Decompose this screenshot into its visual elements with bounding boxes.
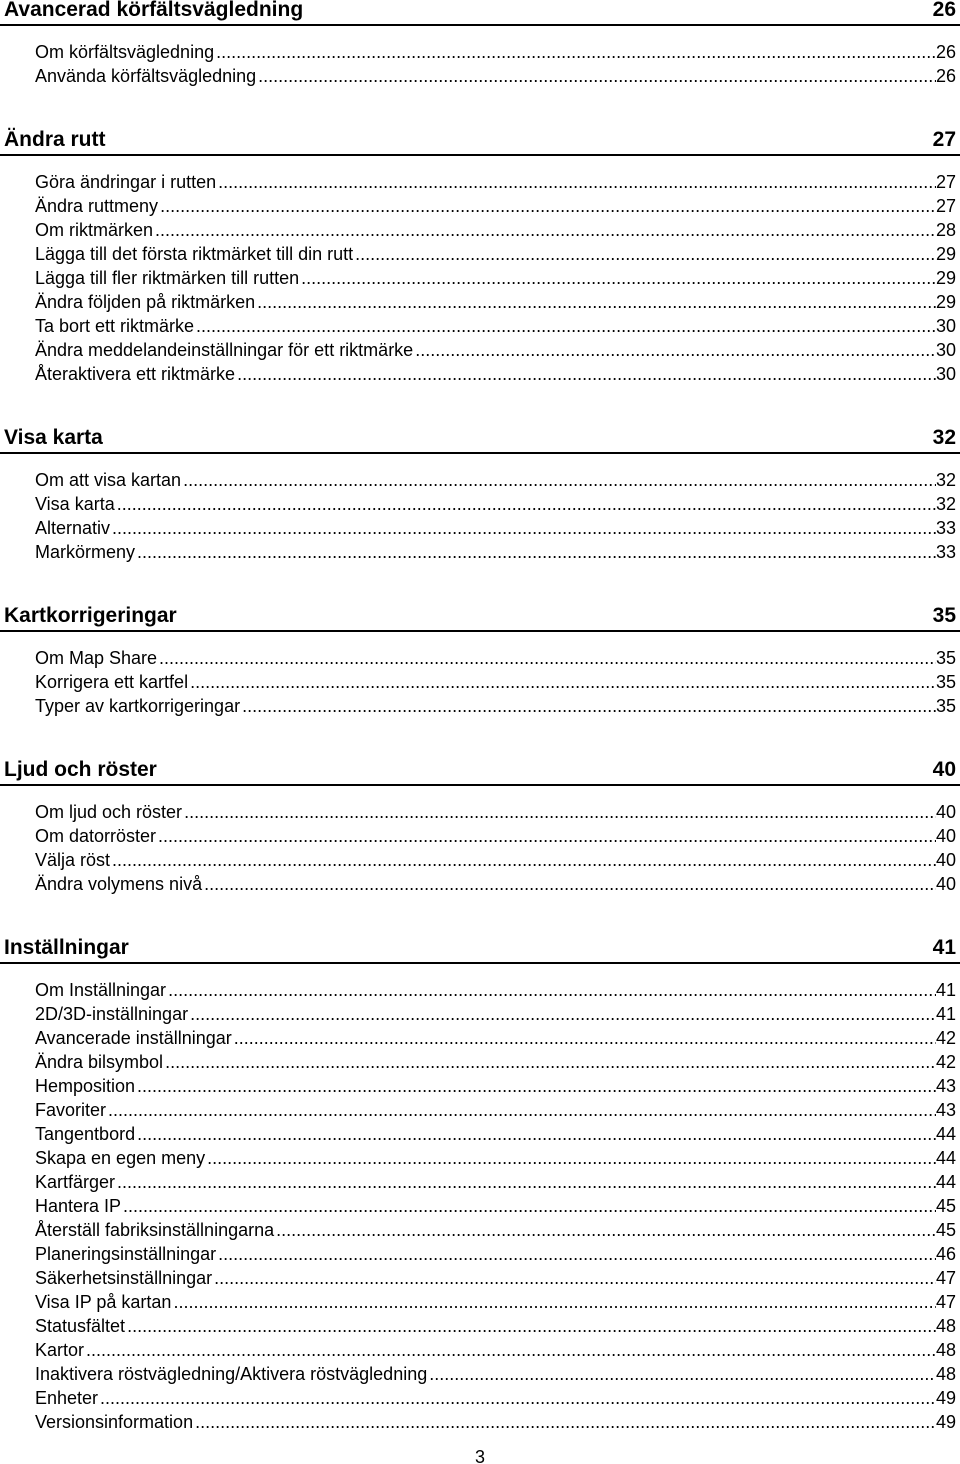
toc-entry[interactable]	[35, 290, 956, 314]
entry-page-number: 43	[935, 1100, 956, 1120]
dot-leader	[240, 694, 936, 718]
entry-page-number: 42	[935, 1028, 956, 1048]
entry-page-number: 45	[935, 1196, 956, 1216]
toc-entry[interactable]	[35, 1314, 956, 1338]
dot-leader	[216, 1242, 936, 1266]
toc-entry[interactable]	[35, 170, 956, 194]
heading-page-number: 35	[932, 604, 956, 627]
dot-leader	[110, 848, 936, 872]
dot-leader	[202, 872, 936, 896]
entry-title: Om Map Share	[35, 648, 158, 668]
dot-leader	[153, 218, 936, 242]
entry-page-number: 35	[935, 672, 956, 692]
toc-section	[0, 0, 960, 88]
dot-leader	[115, 492, 936, 516]
toc-entry[interactable]	[35, 540, 956, 564]
toc-entry[interactable]	[35, 1098, 956, 1122]
entry-page-number: 48	[935, 1364, 956, 1384]
toc-entry[interactable]	[35, 1362, 956, 1386]
toc-entries	[0, 632, 960, 718]
dot-leader	[194, 314, 936, 338]
entry-title: Kartor	[35, 1340, 85, 1360]
toc-entry[interactable]	[35, 338, 956, 362]
toc-entries	[0, 786, 960, 896]
toc-entry[interactable]	[35, 1266, 956, 1290]
entry-title: Ändra meddelandeinställningar för ett riktmärke	[35, 340, 414, 360]
toc-entries	[0, 26, 960, 88]
entry-title: Korrigera ett kartfel	[35, 672, 189, 692]
entry-title: Ändra volymens nivå	[35, 874, 203, 894]
toc-entry[interactable]	[35, 194, 956, 218]
entry-page-number: 33	[935, 542, 956, 562]
entry-page-number: 46	[935, 1244, 956, 1264]
dot-leader	[115, 1170, 936, 1194]
toc-entry[interactable]	[35, 362, 956, 386]
heading-page-number: 40	[932, 758, 956, 781]
toc-entries	[0, 964, 960, 1434]
toc-entry[interactable]	[35, 492, 956, 516]
toc-entry[interactable]	[35, 978, 956, 1002]
heading-title: Ändra rutt	[4, 128, 106, 151]
entry-page-number: 49	[935, 1412, 956, 1432]
entry-title: Inaktivera röstvägledning/Aktivera röstvägledning	[35, 1364, 428, 1384]
dot-leader	[182, 800, 936, 824]
entry-page-number: 40	[935, 802, 956, 822]
toc-entry[interactable]	[35, 694, 956, 718]
entry-title: Kartfärger	[35, 1172, 116, 1192]
toc-entries	[0, 454, 960, 564]
toc-entry[interactable]	[35, 800, 956, 824]
entry-title: Om riktmärken	[35, 220, 154, 240]
entry-page-number: 49	[935, 1388, 956, 1408]
dot-leader	[171, 1290, 936, 1314]
toc-entry[interactable]	[35, 872, 956, 896]
heading-title: Avancerad körfältsvägledning	[4, 0, 304, 21]
entry-title: Avancerade inställningar	[35, 1028, 232, 1048]
toc-entry[interactable]	[35, 1002, 956, 1026]
toc-entry[interactable]	[35, 266, 956, 290]
dot-leader	[216, 170, 936, 194]
toc-section	[0, 127, 960, 386]
entry-page-number: 32	[935, 494, 956, 514]
dot-leader	[156, 824, 936, 848]
entry-title: Om Inställningar	[35, 980, 167, 1000]
entry-title: Alternativ	[35, 518, 111, 538]
toc-heading[interactable]	[0, 425, 960, 454]
dot-leader	[256, 64, 936, 88]
toc-entry[interactable]	[35, 848, 956, 872]
entry-page-number: 32	[935, 470, 956, 490]
entry-title: Om körfältsvägledning	[35, 42, 215, 62]
toc-entry[interactable]	[35, 314, 956, 338]
entry-title: Enheter	[35, 1388, 99, 1408]
entry-title: Planeringsinställningar	[35, 1244, 217, 1264]
entry-page-number: 26	[935, 66, 956, 86]
entry-title: Hantera IP	[35, 1196, 122, 1216]
entry-title: Skapa en egen meny	[35, 1148, 206, 1168]
entry-page-number: 27	[935, 172, 956, 192]
entry-page-number: 27	[935, 196, 956, 216]
entry-page-number: 33	[935, 518, 956, 538]
entry-title: Om datorröster	[35, 826, 157, 846]
dot-leader	[274, 1218, 936, 1242]
dot-leader	[299, 266, 936, 290]
heading-title: Kartkorrigeringar	[4, 604, 177, 627]
dot-leader	[188, 670, 936, 694]
dot-leader	[98, 1386, 936, 1410]
toc-entry[interactable]	[35, 1026, 956, 1050]
heading-title: Ljud och röster	[4, 758, 157, 781]
entry-page-number: 48	[935, 1316, 956, 1336]
entry-page-number: 41	[935, 980, 956, 1000]
entry-page-number: 42	[935, 1052, 956, 1072]
dot-leader	[166, 978, 936, 1002]
dot-leader	[353, 242, 936, 266]
entry-title: Välja röst	[35, 850, 111, 870]
toc-entry[interactable]	[35, 1290, 956, 1314]
entry-title: Lägga till det första riktmärket till din rutt	[35, 244, 354, 264]
dot-leader	[121, 1194, 936, 1218]
toc-section	[0, 935, 960, 1434]
toc-entry[interactable]	[35, 1218, 956, 1242]
entry-title: Visa karta	[35, 494, 115, 514]
entry-title: Om ljud och röster	[35, 802, 183, 822]
toc-heading[interactable]	[0, 603, 960, 632]
entry-page-number: 29	[935, 244, 956, 264]
dot-leader	[135, 540, 936, 564]
entry-page-number: 48	[935, 1340, 956, 1360]
dot-leader	[212, 1266, 936, 1290]
dot-leader	[181, 468, 936, 492]
dot-leader	[235, 362, 936, 386]
entry-title: Statusfältet	[35, 1316, 126, 1336]
toc-entry[interactable]	[35, 1410, 956, 1434]
dot-leader	[163, 1050, 936, 1074]
entry-title: Ändra ruttmeny	[35, 196, 159, 216]
dot-leader	[193, 1410, 936, 1434]
toc-entry[interactable]	[35, 1074, 956, 1098]
entry-page-number: 43	[935, 1076, 956, 1096]
entry-page-number: 47	[935, 1268, 956, 1288]
entry-title: Hemposition	[35, 1076, 136, 1096]
entry-title: Visa IP på kartan	[35, 1292, 172, 1312]
heading-title: Inställningar	[4, 936, 129, 959]
heading-page-number: 32	[932, 426, 956, 449]
heading-page-number: 41	[932, 936, 956, 959]
entry-page-number: 30	[935, 316, 956, 336]
dot-leader	[135, 1074, 936, 1098]
dot-leader	[232, 1026, 936, 1050]
dot-leader	[255, 290, 936, 314]
dot-leader	[157, 646, 936, 670]
dot-leader	[125, 1314, 936, 1338]
toc-entry[interactable]	[35, 1050, 956, 1074]
toc-entry[interactable]	[35, 1122, 956, 1146]
entry-page-number: 30	[935, 364, 956, 384]
toc-heading[interactable]	[0, 0, 960, 26]
entry-title: Ändra följden på riktmärken	[35, 292, 256, 312]
entry-page-number: 40	[935, 874, 956, 894]
toc-entry[interactable]	[35, 824, 956, 848]
entry-page-number: 35	[935, 648, 956, 668]
toc-entries	[0, 156, 960, 386]
entry-title: Tangentbord	[35, 1124, 136, 1144]
entry-title: Om att visa kartan	[35, 470, 182, 490]
entry-page-number: 28	[935, 220, 956, 240]
entry-page-number: 44	[935, 1172, 956, 1192]
dot-leader	[110, 516, 936, 540]
entry-title: Typer av kartkorrigeringar	[35, 696, 241, 716]
toc-section	[0, 425, 960, 564]
entry-page-number: 41	[935, 1004, 956, 1024]
toc-entry[interactable]	[35, 242, 956, 266]
dot-leader	[188, 1002, 936, 1026]
entry-title: Använda körfältsvägledning	[35, 66, 257, 86]
entry-title: 2D/3D-inställningar	[35, 1004, 189, 1024]
toc-section	[0, 757, 960, 896]
toc-entry[interactable]	[35, 516, 956, 540]
toc-heading[interactable]	[0, 127, 960, 156]
dot-leader	[427, 1362, 936, 1386]
entry-title: Göra ändringar i rutten	[35, 172, 217, 192]
toc-entry[interactable]	[35, 1194, 956, 1218]
dot-leader	[106, 1098, 936, 1122]
toc-entry[interactable]	[35, 40, 956, 64]
toc-entry[interactable]	[35, 1170, 956, 1194]
toc-section	[0, 603, 960, 718]
entry-title: Ta bort ett riktmärke	[35, 316, 195, 336]
entry-page-number: 44	[935, 1148, 956, 1168]
toc-heading[interactable]	[0, 757, 960, 786]
dot-leader	[205, 1146, 936, 1170]
entry-title: Säkerhetsinställningar	[35, 1268, 213, 1288]
entry-page-number: 47	[935, 1292, 956, 1312]
entry-page-number: 40	[935, 826, 956, 846]
entry-page-number: 29	[935, 268, 956, 288]
toc-entry[interactable]	[35, 1242, 956, 1266]
toc-heading[interactable]	[0, 935, 960, 964]
entry-title: Lägga till fler riktmärken till rutten	[35, 268, 300, 288]
dot-leader	[413, 338, 936, 362]
toc-entry[interactable]	[35, 1146, 956, 1170]
toc-entry[interactable]	[35, 64, 956, 88]
toc-entry[interactable]	[35, 670, 956, 694]
toc-entry[interactable]	[35, 646, 956, 670]
heading-page-number: 27	[932, 128, 956, 151]
entry-title: Versionsinformation	[35, 1412, 194, 1432]
entry-page-number: 35	[935, 696, 956, 716]
dot-leader	[158, 194, 936, 218]
entry-title: Favoriter	[35, 1100, 107, 1120]
entry-title: Ändra bilsymbol	[35, 1052, 164, 1072]
dot-leader	[214, 40, 936, 64]
dot-leader	[84, 1338, 936, 1362]
entry-title: Återaktivera ett riktmärke	[35, 364, 236, 384]
toc-entry[interactable]	[35, 218, 956, 242]
entry-page-number: 30	[935, 340, 956, 360]
entry-title: Återställ fabriksinställningarna	[35, 1220, 275, 1240]
toc-entry[interactable]	[35, 1338, 956, 1362]
entry-page-number: 44	[935, 1124, 956, 1144]
entry-page-number: 40	[935, 850, 956, 870]
toc-entry[interactable]	[35, 1386, 956, 1410]
dot-leader	[135, 1122, 936, 1146]
heading-page-number: 26	[932, 0, 956, 21]
entry-page-number: 26	[935, 42, 956, 62]
entry-title: Markörmeny	[35, 542, 136, 562]
page-number: 3	[474, 1447, 485, 1464]
entry-page-number: 45	[935, 1220, 956, 1240]
toc-entry[interactable]	[35, 468, 956, 492]
heading-title: Visa karta	[4, 426, 103, 449]
entry-page-number: 29	[935, 292, 956, 312]
